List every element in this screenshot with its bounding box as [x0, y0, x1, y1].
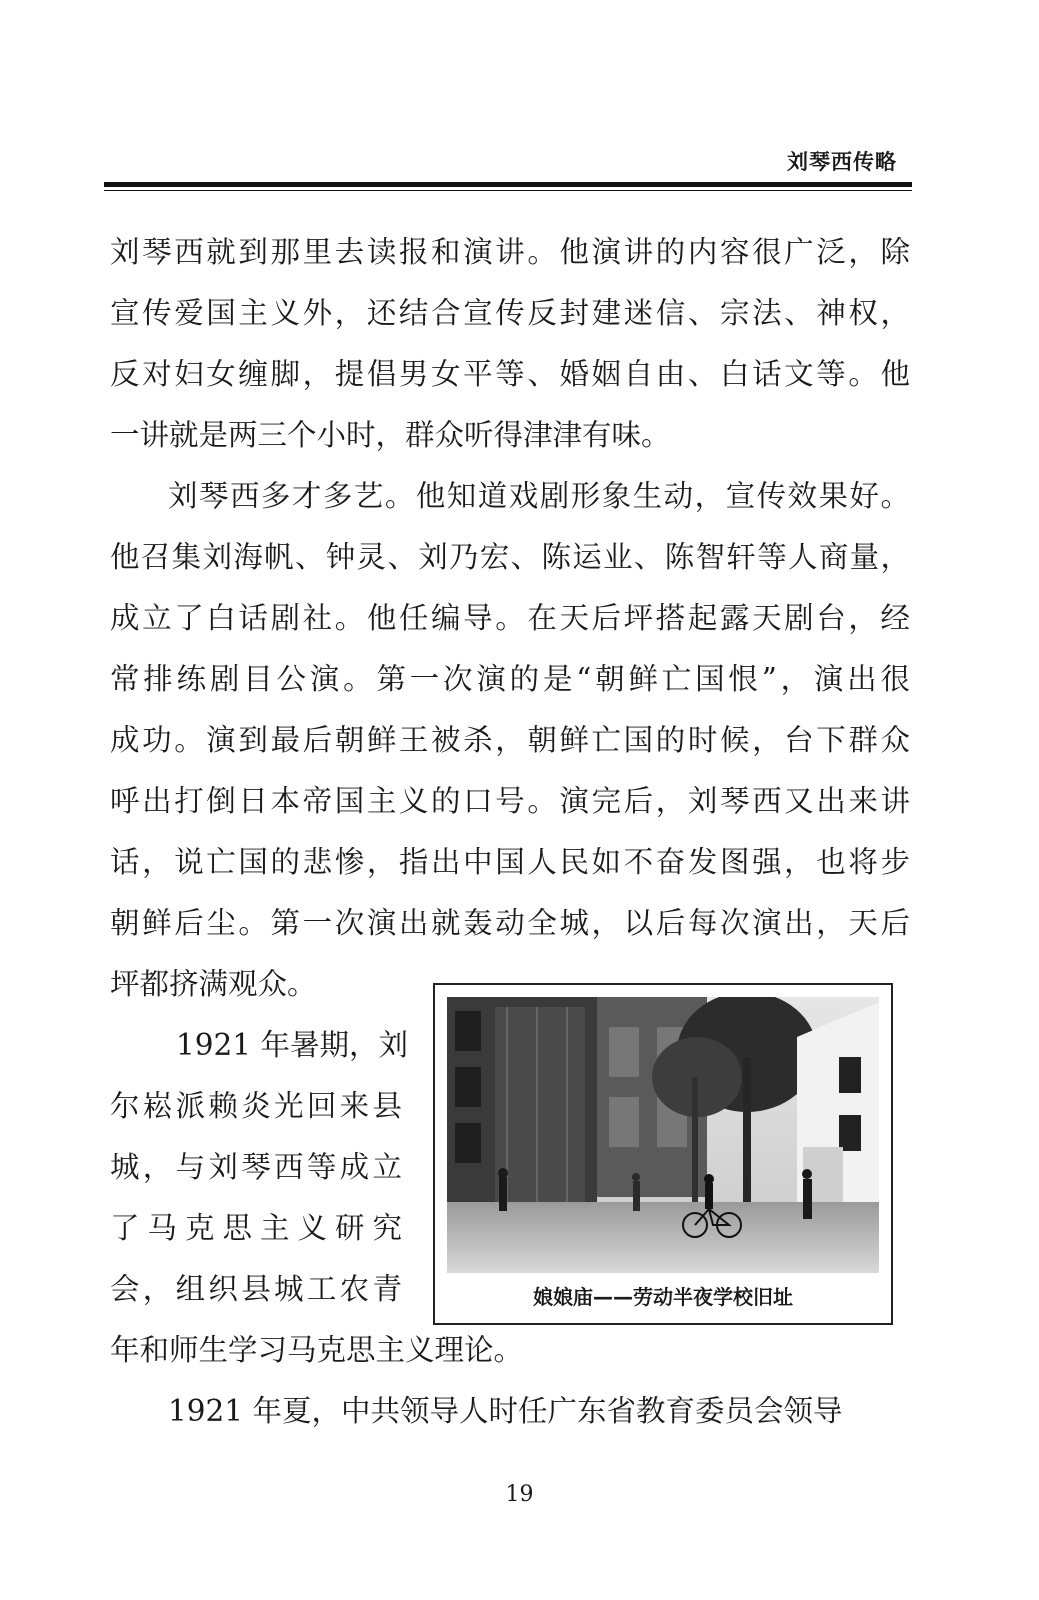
text-line: 1921 年暑期，刘	[176, 1028, 408, 1062]
text-line: 刘琴西多才多艺。他知道戏剧形象生动，宣传效果好。	[168, 479, 910, 513]
text-line: 反对妇女缠脚，提倡男女平等、婚姻自由、白话文等。他	[110, 357, 910, 391]
figure-caption: 娘娘庙——劳动半夜学校旧址	[533, 1285, 793, 1309]
text-line: 成立了白话剧社。他任编导。在天后坪搭起露天剧台，经	[110, 601, 910, 635]
text-line: 年和师生学习马克思主义理论。	[110, 1333, 524, 1367]
header-title: 刘琴西传略	[787, 150, 897, 174]
temple-photo	[447, 997, 879, 1273]
text-line: 呼出打倒日本帝国主义的口号。演完后，刘琴西又出来讲	[110, 784, 910, 818]
text-line: 尔崧派赖炎光回来县	[110, 1089, 402, 1123]
text-line: 话，说亡国的悲惨，指出中国人民如不奋发图强，也将步	[110, 845, 910, 879]
figure	[433, 983, 893, 1325]
header-rule-thick	[104, 182, 912, 187]
text-line: 一讲就是两三个小时，群众听得津津有味。	[110, 418, 671, 452]
text-line: 坪都挤满观众。	[110, 967, 317, 1001]
text-line: 朝鲜后尘。第一次演出就轰动全城，以后每次演出，天后	[110, 906, 910, 940]
text-line: 宣传爱国主义外，还结合宣传反封建迷信、宗法、神权，	[110, 296, 910, 330]
text-line: 了马克思主义研究	[110, 1211, 402, 1245]
header-rule-thin	[104, 190, 912, 191]
text-line: 会，组织县城工农青	[110, 1272, 402, 1306]
photo-illustration	[447, 997, 879, 1273]
text-line: 他召集刘海帆、钟灵、刘乃宏、陈运业、陈智轩等人商量，	[110, 540, 910, 574]
text-line: 成功。演到最后朝鲜王被杀，朝鲜亡国的时候，台下群众	[110, 723, 910, 757]
text-line: 城，与刘琴西等成立	[110, 1150, 402, 1184]
text-line: 常排练剧目公演。第一次演的是“朝鲜亡国恨”，演出很	[110, 662, 910, 696]
text-line: 1921 年夏，中共领导人时任广东省教育委员会领导	[168, 1394, 843, 1428]
page-number: 19	[505, 1482, 534, 1507]
text-line: 刘琴西就到那里去读报和演讲。他演讲的内容很广泛，除	[110, 235, 910, 269]
